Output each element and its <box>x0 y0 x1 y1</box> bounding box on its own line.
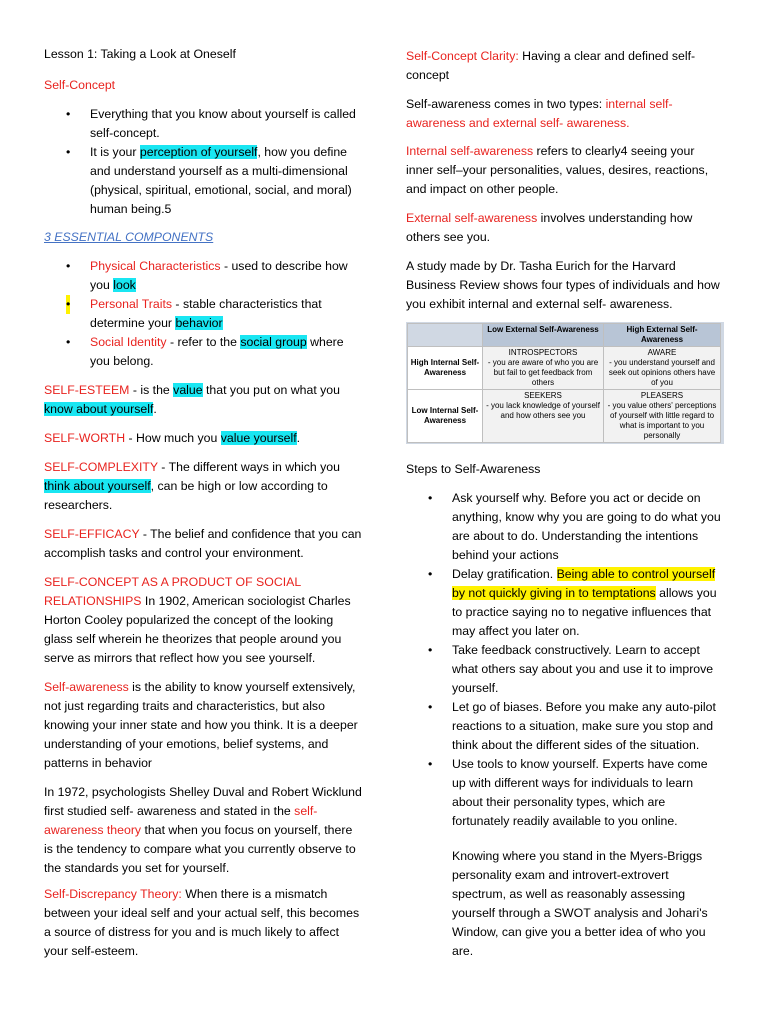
list-item: • Delay gratification. Being able to control yourself by not quickly giving in to temptations allows you to practice saying no to negative influences that may affect you later on. <box>428 567 717 638</box>
list-item: • Use tools to know yourself. Experts have come up with different ways for individuals to learn about their personality types, which are fortunately readily available to you online. <box>428 757 708 828</box>
steps-heading: Steps to Self-Awareness <box>406 462 541 476</box>
components-list <box>44 257 364 371</box>
list-item: • Personal Traits - stable characteristics that determine your behavior <box>66 297 322 330</box>
awareness-table <box>407 323 721 443</box>
list-item: • Let go of biases. Before you make any auto-pilot reactions to a situation, make sure you stop and think about the different sides of the situation. <box>428 700 716 752</box>
self-concept-list <box>44 105 364 219</box>
list-item: • Physical Characteristics - used to describe how you look <box>66 259 348 292</box>
table-row-header: Low Internal Self-Awareness <box>408 390 483 443</box>
table-cell: SEEKERS - you lack knowledge of yourself and how others see you <box>483 390 604 443</box>
table-row-header: High Internal Self-Awareness <box>408 347 483 390</box>
table-cell: INTROSPECTORS - you are aware of who you are but fail to get feedback from others <box>483 347 604 390</box>
lesson-title: Lesson 1: Taking a Look at Oneself <box>44 47 236 61</box>
social-relationships-paragraph: SELF-CONCEPT AS A PRODUCT OF SOCIAL RELATIONSHIPS In 1902, American sociologist Charles Horton Cooley popularized the concept of the looking glass self wherein he theorizes that people around you serve as mirrors that reflect how you see yourself. <box>44 575 351 665</box>
self-efficacy-paragraph: SELF-EFFICACY - The belief and confidence that you can accomplish tasks and control your environment. <box>44 527 362 560</box>
table-corner-cell <box>408 324 483 347</box>
external-awareness-paragraph: External self-awareness involves understanding how others see you. <box>406 211 693 244</box>
table-header: High External Self-Awareness <box>604 324 721 347</box>
table-cell: AWARE - you understand yourself and seek out opinions others have of you <box>604 347 721 390</box>
self-concept-heading: Self-Concept <box>44 78 116 92</box>
awareness-types-paragraph: Self-awareness comes in two types: internal self-awareness and external self- awareness. <box>406 97 673 130</box>
list-item: • Ask yourself why. Before you act or decide on anything, know why you are going to do what you are about to do. Understanding the intentions behind your actions <box>428 491 721 562</box>
table-cell: PLEASERS - you value others' perceptions of yourself with little regard to what is important to you personally <box>604 390 721 443</box>
self-concept-clarity-paragraph: Self-Concept Clarity: Having a clear and defined self-concept <box>406 49 696 82</box>
list-item: • It is your perception of yourself, how you define and understand yourself as a multi-dimensional (physical, spiritual, emotional, social, and moral) human being.5 <box>66 145 352 216</box>
study-paragraph: A study made by Dr. Tasha Eurich for the Harvard Business Review shows four types of individuals and how you exhibit internal and external self- awareness. <box>406 259 720 311</box>
self-esteem-paragraph: SELF-ESTEEM - is the value that you put on what you know about yourself. <box>44 383 340 416</box>
awareness-table-frame <box>406 322 724 444</box>
self-worth-paragraph: SELF-WORTH - How much you value yourself. <box>44 431 301 445</box>
steps-list <box>406 489 722 831</box>
components-link[interactable]: 3 ESSENTIAL COMPONENTS <box>44 230 214 244</box>
list-item: • Social Identity - refer to the social group where you belong. <box>66 335 344 368</box>
closing-paragraph: Knowing where you stand in the Myers-Briggs personality exam and introvert-extrovert spectrum, as well as reasonably assessing yourself through a SWOT analysis and Johari's Window, can give you a better idea of who you are. <box>452 849 708 958</box>
self-awareness-paragraph: Self-awareness is the ability to know yourself extensively, not just regarding traits and characteristics, but also knowing your inner state and how you think. It is a deeper understanding of your emotions, belief systems, and patterns in behavior <box>44 680 358 770</box>
self-complexity-paragraph: SELF-COMPLEXITY - The different ways in which you think about yourself, can be high or low according to researchers. <box>44 460 340 512</box>
list-item: • Take feedback constructively. Learn to accept what others say about you and use it to improve yourself. <box>428 643 714 695</box>
list-item: • Everything that you know about yourself is called self-concept. <box>66 107 356 140</box>
duval-paragraph: In 1972, psychologists Shelley Duval and Robert Wicklund first studied self- awareness and stated in the self- awareness theory that when you focus on yourself, there is the tendency to compare what you currently observe to the standards you set for yourself. <box>44 785 362 875</box>
table-header: Low External Self-Awareness <box>483 324 604 347</box>
self-discrepancy-paragraph: Self-Discrepancy Theory: When there is a mismatch between your ideal self and your actual self, this becomes a source of distress for you and is much likely to affect your self-esteem. <box>44 887 360 958</box>
internal-awareness-paragraph: Internal self-awareness refers to clearly4 seeing your inner self–your personalities, values, desires, reactions, and impact on other people. <box>406 144 709 196</box>
